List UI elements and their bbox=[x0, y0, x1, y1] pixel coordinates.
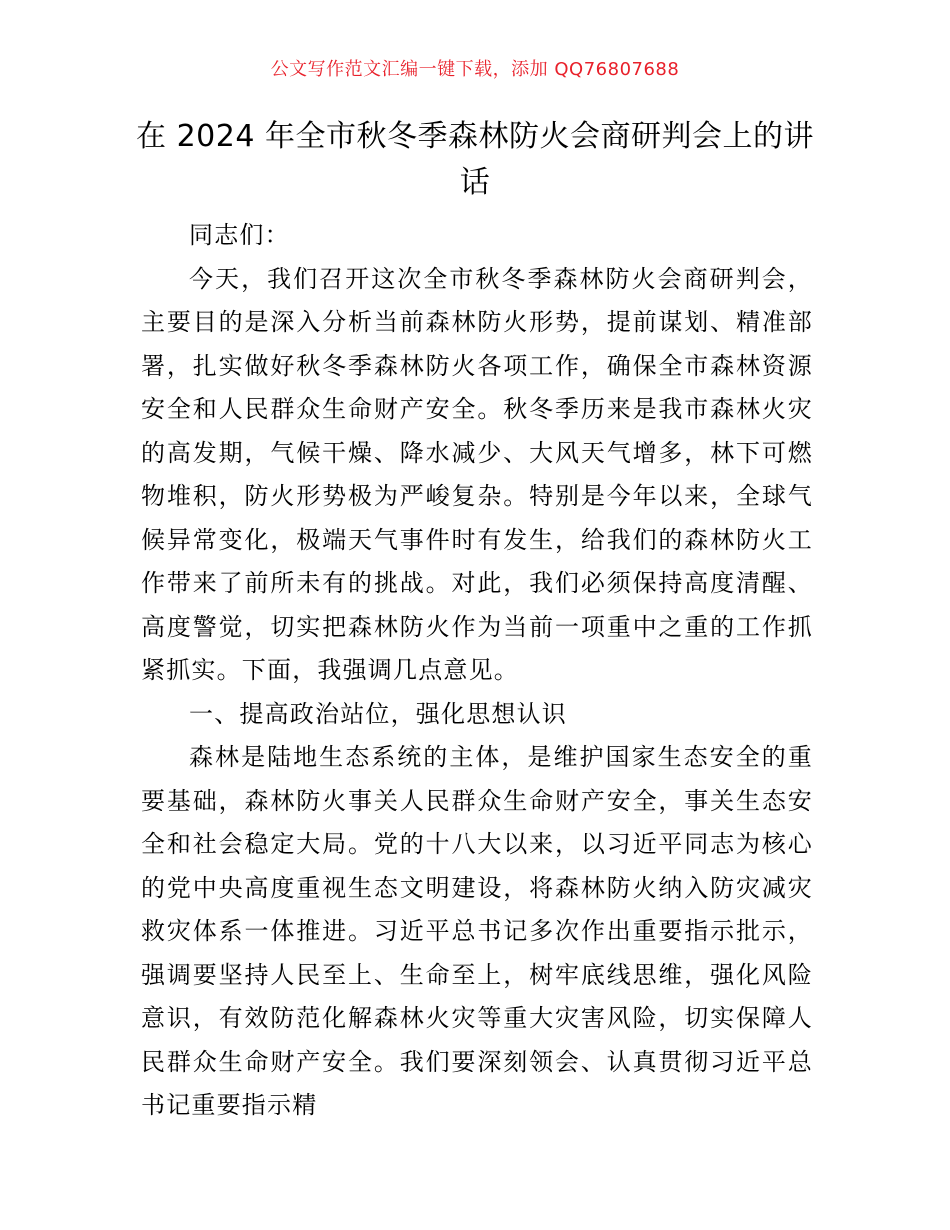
document-body bbox=[141, 214, 813, 1128]
intro-paragraph: 今天，我们召开这次全市秋冬季森林防火会商研判会，主要目的是深入分析当前森林防火形势，提前谋划、精准部署，扎实做好秋冬季森林防火各项工作，确保全市森林资源安全和人民群众生命财产安全。秋冬季历来是我市森林火灾的高发期，气候干燥、降水减少、大风天气增多，林下可燃物堆积，防火形势极为严峻复杂。特别是今年以来，全球气候异常变化，极端天气事件时有发生，给我们的森林防火工作带来了前所未有的挑战。对此，我们必须保持高度清醒、高度警觉，切实把森林防火作为当前一项重中之重的工作抓紧抓实。下面，我强调几点意见。 bbox=[141, 264, 813, 684]
document-title: 在 2024 年全市秋冬季森林防火会商研判会上的讲话 bbox=[136, 119, 814, 200]
download-ad-banner: 公文写作范文汇编一键下载，添加 QQ76807688 bbox=[270, 59, 680, 80]
section-1-paragraph: 森林是陆地生态系统的主体，是维护国家生态安全的重要基础，森林防火事关人民群众生命财产安全，事关生态安全和社会稳定大局。党的十八大以来，以习近平同志为核心的党中央高度重视生态文明建设，将森林防火纳入防灾减灾救灾体系一体推进。习近平总书记多次作出重要指示批示，强调要坚持人民至上、生命至上，树牢底线思维，强化风险意识，有效防范化解森林火灾等重大灾害风险，切实保障人民群众生命财产安全。我们要深刻领会、认真贯彻习近平总书记重要指示精 bbox=[141, 743, 813, 1119]
section-heading-1: 一、提高政治站位，强化思想认识 bbox=[189, 699, 567, 728]
salutation-paragraph: 同志们： bbox=[189, 221, 290, 249]
